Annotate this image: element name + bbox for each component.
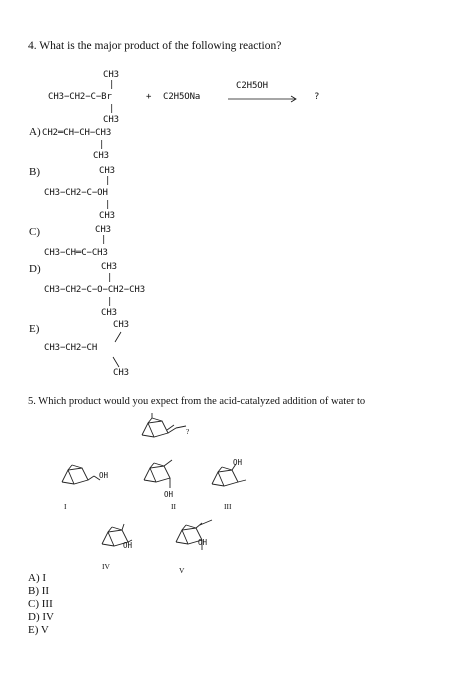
reactant-bottom-ch3: CH3 bbox=[103, 115, 119, 125]
structure-iii-numeral: III bbox=[224, 502, 232, 511]
option-c-label: C) bbox=[29, 226, 40, 238]
reagent: C2H5ONa bbox=[163, 92, 201, 102]
structure-i-oh: OH bbox=[99, 471, 109, 480]
answer-e: E) V bbox=[28, 624, 49, 636]
structure-ii-icon bbox=[140, 458, 185, 494]
answer-c: C) III bbox=[28, 598, 53, 610]
bond-vertical: | bbox=[107, 273, 113, 283]
answer-b: B) II bbox=[28, 585, 50, 597]
plus-sign: + bbox=[146, 92, 152, 102]
bond-vertical: | bbox=[101, 235, 107, 245]
structure-i-numeral: I bbox=[64, 502, 67, 511]
structure-v-icon bbox=[172, 520, 222, 554]
option-e-bottom: CH3 bbox=[113, 368, 129, 378]
option-e-main: CH3−CH2−CH bbox=[44, 343, 98, 353]
structure-ii-oh: OH bbox=[164, 490, 174, 499]
option-c-main: CH3−CH═C−CH3 bbox=[44, 248, 108, 258]
option-e-top: CH3 bbox=[113, 320, 129, 330]
option-a-bottom: CH3 bbox=[93, 151, 109, 161]
structure-iv-oh: OH bbox=[123, 541, 133, 550]
bond-vertical: | bbox=[109, 80, 115, 90]
option-d-top: CH3 bbox=[101, 262, 117, 272]
structure-v-numeral: V bbox=[179, 566, 185, 575]
option-d-label: D) bbox=[29, 263, 41, 275]
answer-a: A) I bbox=[28, 572, 47, 584]
option-b-label: B) bbox=[29, 166, 40, 178]
bond-diagonal-up bbox=[113, 331, 123, 343]
reactant-top-ch3: CH3 bbox=[103, 70, 119, 80]
option-b-main: CH3−CH2−C−OH bbox=[44, 188, 108, 198]
reactant-main: CH3−CH2−C−Br bbox=[48, 92, 112, 102]
bond-vertical: | bbox=[99, 140, 105, 150]
option-b-bottom: CH3 bbox=[99, 211, 115, 221]
structure-v-oh: OH bbox=[198, 538, 208, 547]
q4-question: 4. What is the major product of the following reaction? bbox=[28, 40, 282, 52]
option-b-top: CH3 bbox=[99, 166, 115, 176]
option-c-top: CH3 bbox=[95, 225, 111, 235]
option-a-label: A) bbox=[29, 126, 41, 138]
structure-iii-oh: OH bbox=[233, 458, 243, 467]
option-d-main: CH3−CH2−C−O−CH2−CH3 bbox=[44, 285, 146, 295]
structure-iv-numeral: IV bbox=[102, 562, 110, 571]
q5-question: 5. Which product would you expect from the acid-catalyzed addition of water to bbox=[28, 396, 366, 407]
option-d-bottom: CH3 bbox=[101, 308, 117, 318]
product-placeholder: ? bbox=[314, 92, 320, 102]
structure-ii-numeral: II bbox=[171, 502, 176, 511]
bond-vertical: | bbox=[105, 176, 111, 186]
reaction-arrow-icon bbox=[228, 96, 298, 104]
bicyclic-alkene-icon bbox=[138, 415, 193, 440]
bond-vertical: | bbox=[107, 297, 113, 307]
q5-question-mark: ? bbox=[186, 427, 190, 436]
bond-vertical: | bbox=[109, 104, 115, 114]
answer-d: D) IV bbox=[28, 611, 54, 623]
solvent: C2H5OH bbox=[236, 81, 268, 91]
option-e-label: E) bbox=[29, 323, 40, 335]
bond-diagonal-down bbox=[111, 356, 121, 368]
option-a-main: CH2═CH−CH−CH3 bbox=[42, 128, 112, 138]
bond-vertical: | bbox=[105, 200, 111, 210]
